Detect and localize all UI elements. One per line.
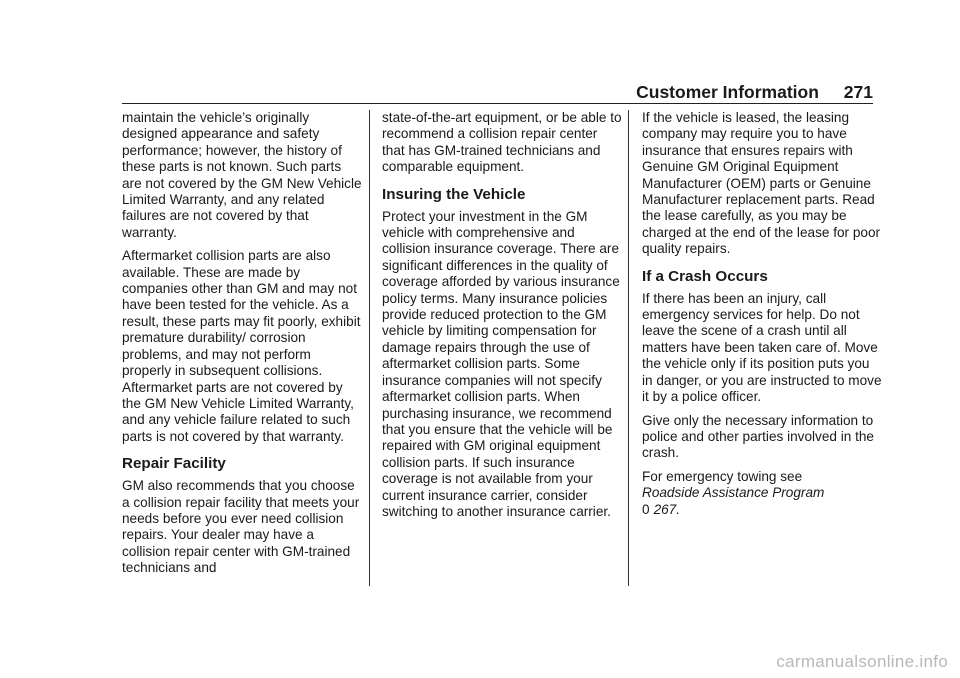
page-ref-number[interactable]: 267. — [653, 501, 681, 517]
heading-insuring-the-vehicle: Insuring the Vehicle — [382, 185, 526, 203]
heading-if-a-crash-occurs: If a Crash Occurs — [642, 267, 768, 285]
page-ref-arrow-icon: 0 — [642, 501, 650, 517]
paragraph: state-of-the-art equipment, or be able to recommend a collision repair center that has GM-trained technicians and comparable equipment. — [382, 110, 622, 175]
column-3 — [642, 110, 882, 525]
paragraph: Aftermarket collision parts are also available. These are made by companies other than GM and may not have been tested for the vehicle. As a result, these parts may fit poorly, exhibit premature durability/ corrosion problems, and may not perform properly in subsequent collisions. Aftermarket parts are not covered by the GM New Vehicle Limited Warranty, and any vehicle failure related to such parts is not covered by that warranty. — [122, 248, 361, 444]
paragraph: Give only the necessary information to police and other parties involved in the crash. — [642, 412, 874, 461]
watermark: carmanualsonline.info — [776, 652, 948, 671]
towing-reference — [642, 469, 882, 518]
paragraph: Protect your investment in the GM vehicle with comprehensive and collision insurance coverage. There are significant differences in the quality of coverage afforded by various insurance policy terms. Many insurance policies provide reduced protection to the GM vehicle by limiting compensation for damage repairs through the use of aftermarket collision parts. Some insurance companies will not specify aftermarket collision parts. When purchasing insurance, we recommend that you ensure that the vehicle will be repaired with GM original equipment collision parts. If such insurance coverage is not available from your current insurance carrier, consider switching to another insurance carrier. — [382, 208, 620, 519]
towing-intro: For emergency towing see — [642, 468, 803, 484]
page-number: 271 — [843, 82, 873, 102]
paragraph: maintain the vehicle’s originally designed appearance and safety performance; however, the history of these parts is not known. Such parts are not covered by the GM New Vehicle Limited Warranty, and any related failures are not covered by that warranty. — [122, 110, 362, 240]
column-divider — [369, 110, 370, 586]
roadside-assistance-link[interactable]: Roadside Assistance Program — [642, 485, 825, 501]
paragraph: GM also recommends that you choose a collision repair facility that meets your needs before you ever need collision repairs. Your dealer may have a collision repair center with GM-trained technicians and — [122, 478, 360, 576]
column-2 — [382, 110, 622, 527]
column-divider — [628, 110, 629, 586]
column-1 — [122, 110, 362, 584]
header-rule — [122, 103, 873, 104]
section-title: Customer Information — [636, 82, 819, 102]
page-header — [122, 82, 873, 102]
paragraph: If there has been an injury, call emergency services for help. Do not leave the scene of a crash until all matters have been taken care of. Move the vehicle only if its position puts you in danger, or you are instructed to move it by a police officer. — [642, 290, 882, 405]
heading-repair-facility: Repair Facility — [122, 455, 226, 473]
paragraph: If the vehicle is leased, the leasing company may require you to have insurance that ensures repairs with Genuine GM Original Equipment Manufacturer (OEM) parts or Genuine Manufacturer replacement parts. Read the lease carefully, as you may be charged at the end of the lease for poor quality repairs. — [642, 110, 881, 257]
